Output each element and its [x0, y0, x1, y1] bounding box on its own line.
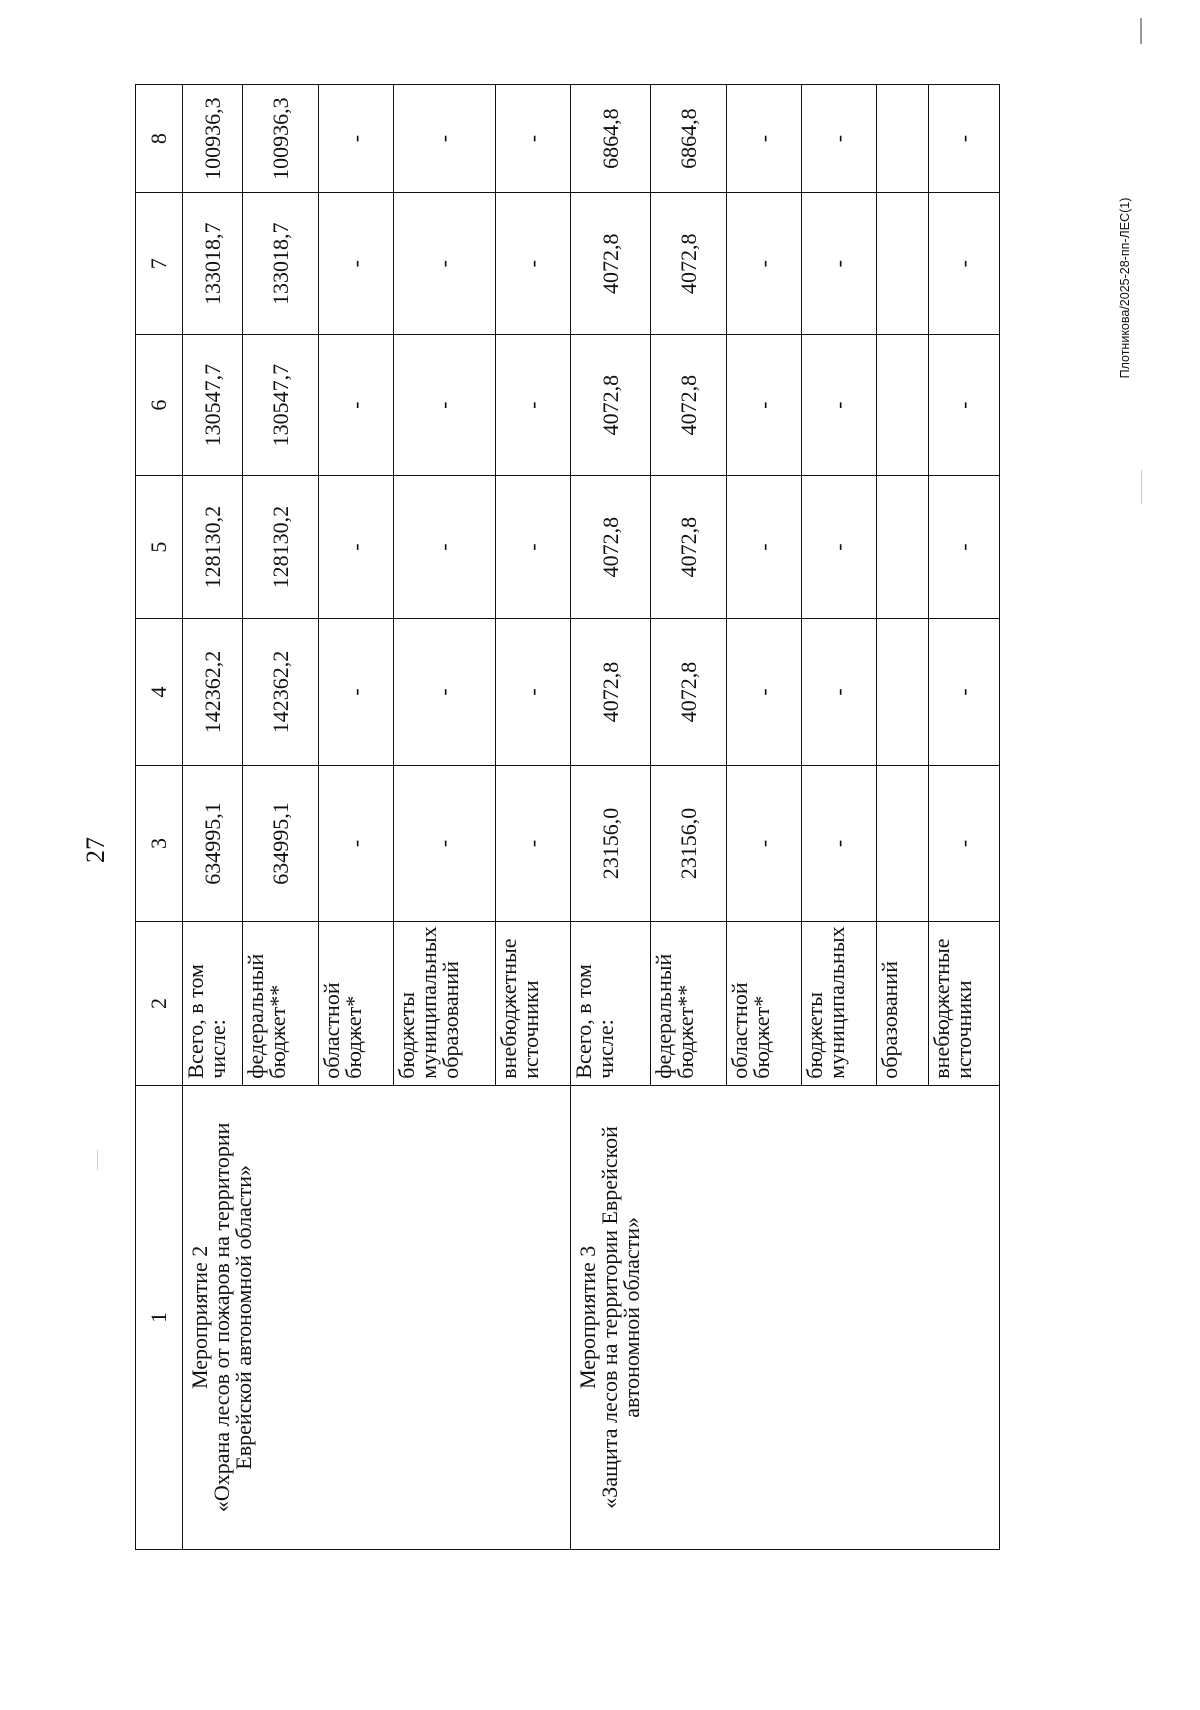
value-cell	[876, 476, 928, 619]
value-cell: -	[801, 193, 876, 335]
header-cell: 8	[136, 85, 183, 193]
value-cell: -	[801, 85, 876, 193]
value-cell	[876, 335, 928, 476]
value-cell: -	[318, 193, 393, 335]
value-cell: 4072,8	[571, 476, 651, 619]
value-cell: 128130,2	[243, 476, 318, 619]
value-cell: -	[726, 335, 801, 476]
value-cell: 4072,8	[651, 619, 726, 766]
value-cell: -	[318, 619, 393, 766]
value-cell: -	[928, 619, 999, 766]
source-cell: образований	[876, 922, 928, 1085]
source-cell: федеральный бюджет**	[243, 922, 318, 1085]
value-cell: -	[495, 765, 570, 922]
source-cell: областной бюджет*	[726, 922, 801, 1085]
value-cell: 4072,8	[651, 193, 726, 335]
footer-document-code-text: Плотникова/2025-28-пп-ЛЕС(1)	[1118, 197, 1132, 379]
source-cell: внебюджетные источники	[928, 922, 999, 1085]
value-cell: -	[495, 335, 570, 476]
value-cell: -	[801, 335, 876, 476]
header-cell: 6	[136, 335, 183, 476]
value-cell: -	[495, 619, 570, 766]
value-cell: 133018,7	[182, 193, 243, 335]
value-cell: -	[726, 85, 801, 193]
scan-artifact-mark	[97, 1150, 98, 1170]
value-cell: -	[928, 193, 999, 335]
header-cell: 2	[136, 922, 183, 1085]
value-cell: 4072,8	[571, 335, 651, 476]
value-cell: -	[393, 476, 495, 619]
value-cell	[876, 619, 928, 766]
value-cell: -	[726, 476, 801, 619]
value-cell: 142362,2	[182, 619, 243, 766]
table-row	[571, 85, 651, 1550]
value-cell: -	[801, 476, 876, 619]
scan-artifact-mark	[1140, 18, 1142, 44]
value-cell: -	[726, 619, 801, 766]
value-cell: 4072,8	[651, 476, 726, 619]
value-cell: -	[318, 476, 393, 619]
value-cell: 6864,8	[571, 85, 651, 193]
value-cell: 23156,0	[571, 765, 651, 922]
value-cell	[876, 85, 928, 193]
value-cell: 4072,8	[571, 619, 651, 766]
value-cell: 4072,8	[651, 335, 726, 476]
value-cell: 130547,7	[243, 335, 318, 476]
value-cell: 130547,7	[182, 335, 243, 476]
value-cell: -	[726, 193, 801, 335]
value-cell: -	[928, 765, 999, 922]
value-cell: -	[928, 476, 999, 619]
page-number: 27	[81, 837, 110, 863]
event-number: Мероприятие 2	[186, 1245, 212, 1390]
header-row	[136, 85, 183, 1550]
event-title: «Охрана лесов от пожаров на территории Еврейской автономной области»	[208, 1122, 256, 1513]
value-cell: 100936,3	[243, 85, 318, 193]
event-title: «Защита лесов на территории Еврейской автономной области»	[597, 1126, 645, 1509]
event-cell	[182, 1085, 570, 1549]
value-cell: 6864,8	[651, 85, 726, 193]
footer-document-code	[1113, 198, 1137, 378]
value-cell: -	[495, 193, 570, 335]
source-cell: внебюджетные источники	[495, 922, 570, 1085]
value-cell: -	[928, 335, 999, 476]
value-cell: 128130,2	[182, 476, 243, 619]
value-cell: -	[801, 619, 876, 766]
value-cell: 4072,8	[571, 193, 651, 335]
value-cell	[876, 765, 928, 922]
budget-table	[135, 84, 1000, 1550]
value-cell: -	[393, 765, 495, 922]
header-cell: 7	[136, 193, 183, 335]
value-cell: -	[318, 85, 393, 193]
header-cell: 1	[136, 1085, 183, 1549]
value-cell: -	[393, 335, 495, 476]
value-cell: 634995,1	[182, 765, 243, 922]
value-cell: -	[495, 476, 570, 619]
value-cell: -	[318, 335, 393, 476]
event-cell	[571, 1085, 1000, 1549]
header-cell: 5	[136, 476, 183, 619]
value-cell: 133018,7	[243, 193, 318, 335]
value-cell: -	[393, 85, 495, 193]
value-cell: -	[393, 193, 495, 335]
table-row	[182, 85, 243, 1550]
source-cell: областной бюджет*	[318, 922, 393, 1085]
value-cell: -	[801, 765, 876, 922]
value-cell	[876, 193, 928, 335]
value-cell: -	[928, 85, 999, 193]
value-cell: -	[393, 619, 495, 766]
source-cell: бюджеты муниципальных	[801, 922, 876, 1085]
value-cell: 634995,1	[243, 765, 318, 922]
event-number: Мероприятие 3	[575, 1245, 601, 1390]
value-cell: -	[726, 765, 801, 922]
value-cell: -	[495, 85, 570, 193]
source-cell: федеральный бюджет**	[651, 922, 726, 1085]
header-cell: 3	[136, 765, 183, 922]
source-cell: бюджеты муниципальных образований	[393, 922, 495, 1085]
source-cell: Всего, в том числе:	[571, 922, 651, 1085]
value-cell: -	[318, 765, 393, 922]
value-cell: 142362,2	[243, 619, 318, 766]
value-cell: 23156,0	[651, 765, 726, 922]
value-cell: 100936,3	[182, 85, 243, 193]
header-cell: 4	[136, 619, 183, 766]
source-cell: Всего, в том числе:	[182, 922, 243, 1085]
scan-artifact-mark	[1141, 470, 1142, 504]
